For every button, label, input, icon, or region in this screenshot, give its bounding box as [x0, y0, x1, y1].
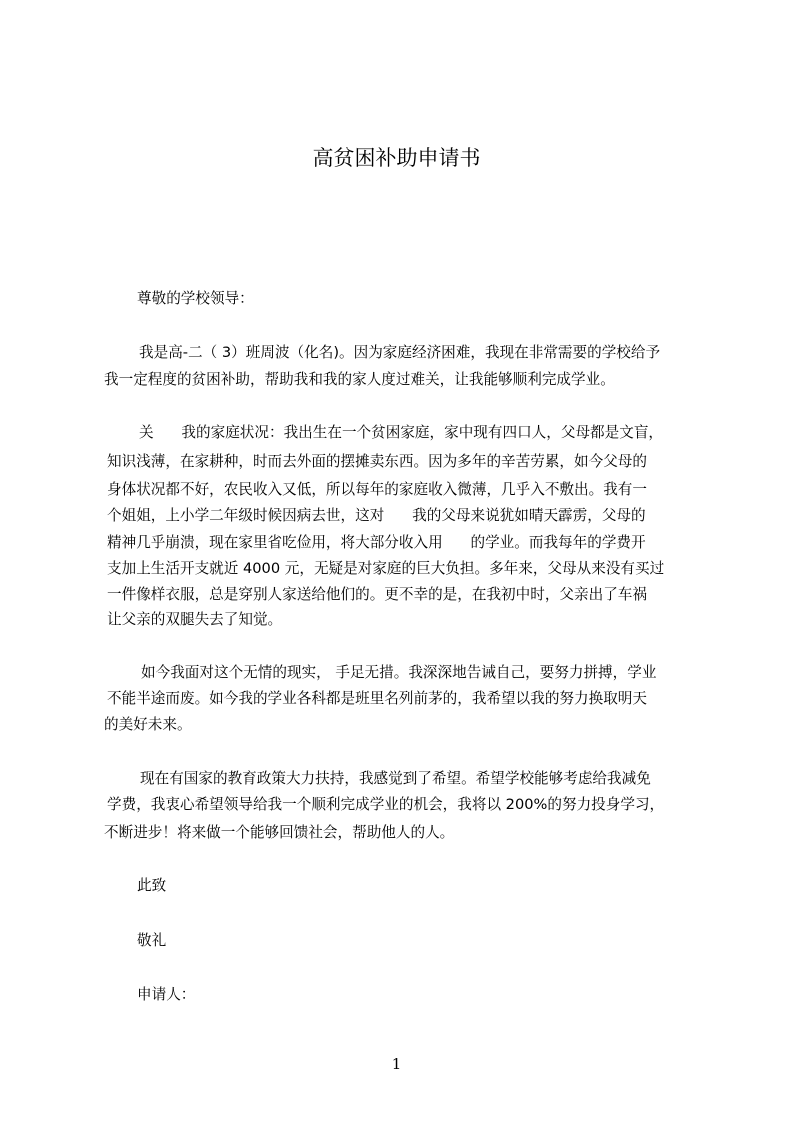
document-title: 高贫困补助申请书 [312, 146, 481, 170]
paragraph-line: 如今我面对这个无情的现实， 手足无措。我深深地告诫自己，要努力拼搏，学业 [141, 664, 657, 681]
page-number: 1 [391, 1055, 402, 1073]
paragraph-line: 我是高-二（ 3）班周波（化名)。因为家庭经济困难，我现在非常需要的学校给予 [139, 344, 661, 361]
paragraph-line: 现在有国家的教育政策大力扶持，我感觉到了希望。希望学校能够考虑给我减免 [140, 770, 651, 787]
paragraph-line: 我一定程度的贫困补助，帮助我和我的家人度过难关，让我能够顺利完成学业。 [104, 371, 615, 388]
paragraph-line: 不断进步！将来做一个能够回馈社会，帮助他人的人。 [104, 824, 455, 841]
applicant-label: 申请人： [137, 986, 196, 1003]
paragraph-line: 支加上生活开支就近 4000 元，无疑是对家庭的巨大负担。多年来，父母从来没有买过 [107, 560, 665, 577]
paragraph-line: 的美好未来。 [104, 716, 192, 733]
paragraph-line: 让父亲的双腿失去了知觉。 [107, 611, 283, 628]
paragraph-line: 一件像样衣服，总是穿别人家送给他们的。更不幸的是，在我初中时，父亲出了车祸 [107, 586, 647, 603]
paragraph-line: 学费，我衷心希望领导给我一个顺利完成学业的机会，我将以 200%的努力投身学习， [107, 796, 665, 813]
paragraph-line: 关 我的家庭状况：我出生在一个贫困家庭，家中现有四口人，父母都是文盲， [139, 424, 664, 441]
salutation: 尊敬的学校领导： [137, 290, 254, 307]
paragraph-line: 身体状况都不好，农民收入又低，所以每年的家庭收入微薄，几乎入不敷出。我有一 [107, 481, 647, 498]
paragraph-line: 个姐姐，上小学二年级时候因病去世，这对 我的父母来说犹如晴天霹雳，父母的 [107, 507, 646, 524]
paragraph-line: 精神几乎崩溃，现在家里省吃俭用，将大部分收入用 的学业。而我每年的学费开 [107, 534, 646, 551]
closing-cizhi: 此致 [137, 877, 167, 894]
closing-jingli: 敬礼 [137, 932, 167, 949]
paragraph-line: 不能半途而废。如今我的学业各科都是班里名列前茅的，我希望以我的努力换取明天 [107, 690, 647, 707]
paragraph-line: 知识浅薄，在家耕种，时而去外面的摆摊卖东西。因为多年的辛苦劳累，如今父母的 [107, 453, 647, 470]
